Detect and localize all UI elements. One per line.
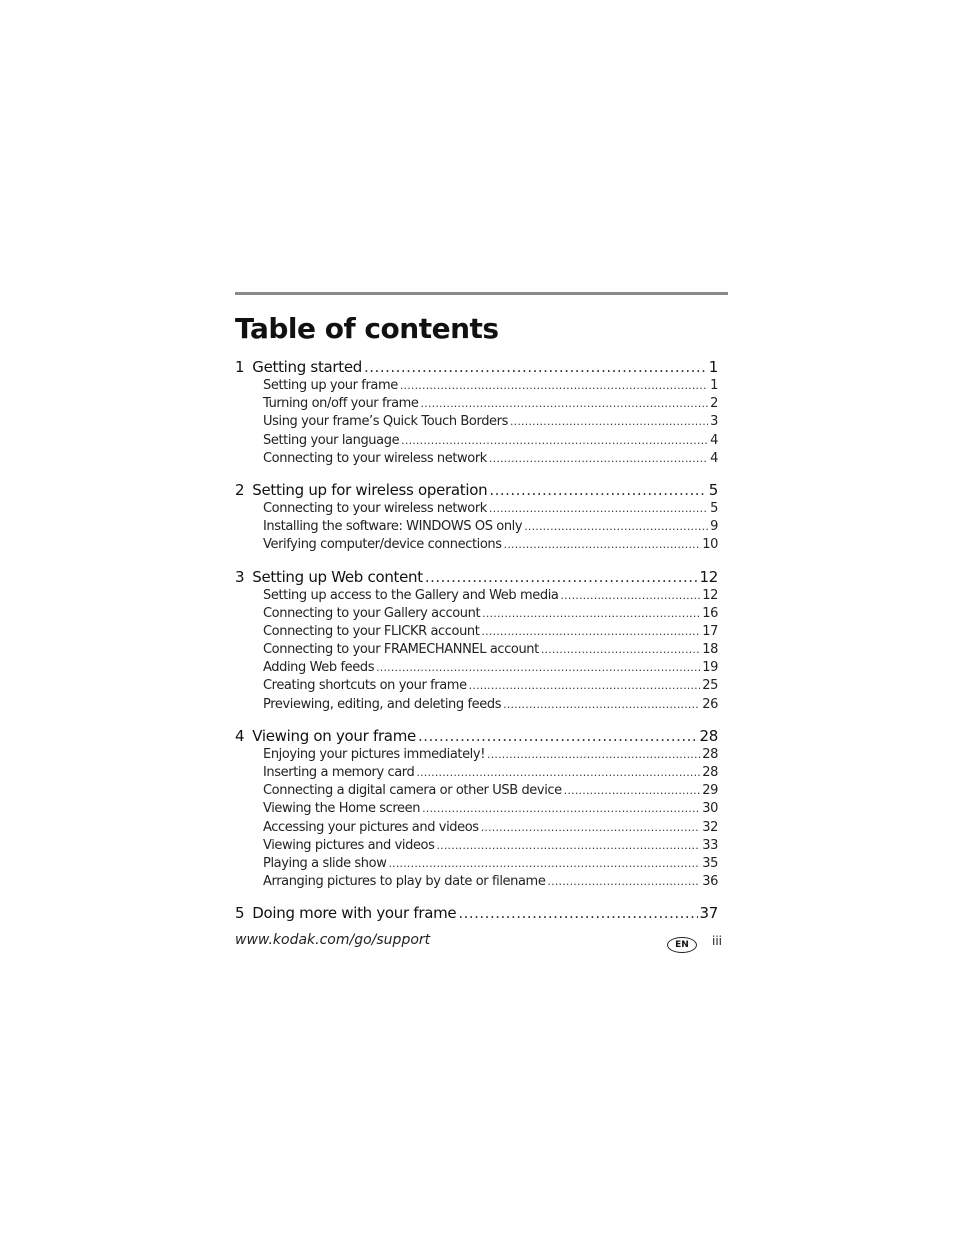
support-url-link[interactable]: www.kodak.com/go/support <box>235 932 431 948</box>
section-page: 4 <box>710 450 718 466</box>
toc-chapter <box>235 568 718 715</box>
toc-chapter-entry[interactable] <box>235 481 718 501</box>
section-title: Installing the software: WINDOWS OS only <box>263 519 523 535</box>
section-title: Connecting to your wireless network <box>263 500 487 516</box>
dot-leader <box>489 452 708 465</box>
chapter-page: 28 <box>699 726 718 745</box>
toc-chapter-entry[interactable] <box>235 727 718 747</box>
section-page: 30 <box>702 801 718 817</box>
section-title: Turning on/off your frame <box>263 396 419 412</box>
section-page: 18 <box>702 642 718 658</box>
toc-section-entry[interactable] <box>235 765 718 783</box>
chapter-title: Setting up Web content <box>252 567 423 586</box>
section-page: 25 <box>702 678 718 694</box>
chapter-number: 4 <box>235 726 245 745</box>
chapter-page: 12 <box>699 567 718 586</box>
chapter-number: 3 <box>235 567 245 586</box>
section-page: 36 <box>702 874 718 890</box>
section-page: 5 <box>710 500 718 516</box>
toc-section-entry[interactable] <box>235 642 718 660</box>
toc-section-entry[interactable] <box>235 624 718 642</box>
dot-leader <box>524 520 708 533</box>
section-title: Verifying computer/device connections <box>263 537 502 553</box>
section-title: Previewing, editing, and deleting feeds <box>263 696 502 712</box>
chapter-number: 2 <box>235 480 245 499</box>
toc-section-entry[interactable] <box>235 433 718 451</box>
toc-chapter-entry[interactable] <box>235 358 718 378</box>
section-page: 35 <box>702 855 718 871</box>
toc-section-entry[interactable] <box>235 396 718 414</box>
section-page: 28 <box>702 746 718 762</box>
dot-leader <box>564 784 700 797</box>
section-title: Inserting a memory card <box>263 765 415 780</box>
dot-leader <box>458 904 697 922</box>
dot-leader <box>376 661 700 674</box>
toc-section-entry[interactable] <box>235 588 718 606</box>
toc-section-entry[interactable] <box>235 606 718 624</box>
chapter-title: Getting started <box>252 358 363 376</box>
section-page: 33 <box>702 837 718 853</box>
dot-leader <box>481 821 701 834</box>
dot-leader <box>510 415 708 428</box>
dot-leader <box>547 875 700 888</box>
dot-leader <box>469 679 701 692</box>
page-number: iii <box>712 934 723 948</box>
toc-section-entry[interactable] <box>235 820 718 838</box>
section-title: Accessing your pictures and videos <box>263 819 479 835</box>
section-title: Enjoying your pictures immediately! <box>263 746 485 762</box>
section-page: 1 <box>710 378 718 393</box>
toc-section-entry[interactable] <box>235 838 718 856</box>
toc-section-entry[interactable] <box>235 519 718 537</box>
dot-leader <box>481 625 700 638</box>
section-page: 16 <box>702 605 718 621</box>
section-page: 3 <box>710 414 718 430</box>
dot-leader <box>388 857 700 870</box>
toc-section-entry[interactable] <box>235 678 718 696</box>
section-page: 26 <box>702 696 718 712</box>
page-title: Table of contents <box>235 312 499 345</box>
section-page: 17 <box>702 623 718 639</box>
chapter-number: 1 <box>235 358 245 376</box>
section-title: Connecting a digital camera or other USB device <box>263 783 562 799</box>
dot-leader <box>421 397 709 410</box>
section-page: 4 <box>710 432 718 448</box>
dot-leader <box>425 568 698 586</box>
dot-leader <box>416 766 700 779</box>
section-page: 28 <box>702 765 718 780</box>
section-title: Playing a slide show <box>263 855 387 871</box>
chapter-number: 5 <box>235 904 245 923</box>
toc-section-entry[interactable] <box>235 801 718 819</box>
toc-section-entry[interactable] <box>235 660 718 678</box>
section-title: Arranging pictures to play by date or filename <box>263 874 546 890</box>
chapter-page: 1 <box>708 358 718 376</box>
section-title: Viewing the Home screen <box>263 801 421 817</box>
toc-section-entry[interactable] <box>235 451 718 469</box>
section-title: Connecting to your wireless network <box>263 450 487 466</box>
section-title: Connecting to your FRAMECHANNEL account <box>263 642 539 658</box>
dot-leader <box>487 748 700 761</box>
section-page: 29 <box>702 783 718 799</box>
section-title: Connecting to your FLICKR account <box>263 623 480 639</box>
section-title: Setting up your frame <box>263 378 398 393</box>
section-title: Setting up access to the Gallery and Web media <box>263 587 559 603</box>
toc-section-entry[interactable] <box>235 783 718 801</box>
table-of-contents <box>235 358 718 936</box>
dot-leader <box>489 481 706 499</box>
dot-leader <box>364 358 707 376</box>
toc-chapter-entry[interactable] <box>235 568 718 588</box>
toc-section-entry[interactable] <box>235 697 718 715</box>
section-page: 9 <box>710 519 718 535</box>
section-title: Setting your language <box>263 432 400 448</box>
dot-leader <box>504 538 701 551</box>
toc-chapter <box>235 481 718 556</box>
language-badge: EN <box>667 937 697 953</box>
section-page: 19 <box>702 660 718 676</box>
chapter-page: 5 <box>708 480 718 499</box>
section-title: Creating shortcuts on your frame <box>263 678 467 694</box>
toc-section-entry[interactable] <box>235 378 718 396</box>
toc-chapter <box>235 358 718 469</box>
toc-section-entry[interactable] <box>235 537 718 555</box>
toc-section-entry[interactable] <box>235 501 718 519</box>
dot-leader <box>436 839 700 852</box>
section-title: Connecting to your Gallery account <box>263 605 481 621</box>
chapter-title: Doing more with your frame <box>252 904 457 923</box>
toc-section-entry[interactable] <box>235 874 718 892</box>
section-title: Viewing pictures and videos <box>263 837 435 853</box>
dot-leader <box>400 379 708 392</box>
dot-leader <box>503 698 700 711</box>
header-rule <box>235 292 728 295</box>
chapter-title: Setting up for wireless operation <box>252 480 488 499</box>
dot-leader <box>541 643 700 656</box>
section-page: 12 <box>702 587 718 603</box>
toc-chapter <box>235 727 718 893</box>
section-page: 10 <box>702 537 718 553</box>
chapter-page: 37 <box>699 904 718 923</box>
toc-section-entry[interactable] <box>235 856 718 874</box>
dot-leader <box>489 502 708 515</box>
dot-leader <box>482 607 700 620</box>
section-title: Using your frame’s Quick Touch Borders <box>263 414 508 430</box>
dot-leader <box>560 589 700 602</box>
toc-section-entry[interactable] <box>235 747 718 765</box>
section-title: Adding Web feeds <box>263 660 375 676</box>
toc-chapter <box>235 904 718 924</box>
dot-leader <box>401 434 708 447</box>
dot-leader <box>422 802 700 815</box>
section-page: 32 <box>702 819 718 835</box>
dot-leader <box>418 727 698 745</box>
chapter-title: Viewing on your frame <box>252 726 416 745</box>
toc-section-entry[interactable] <box>235 414 718 432</box>
section-page: 2 <box>710 396 718 412</box>
toc-chapter-entry[interactable] <box>235 904 718 924</box>
